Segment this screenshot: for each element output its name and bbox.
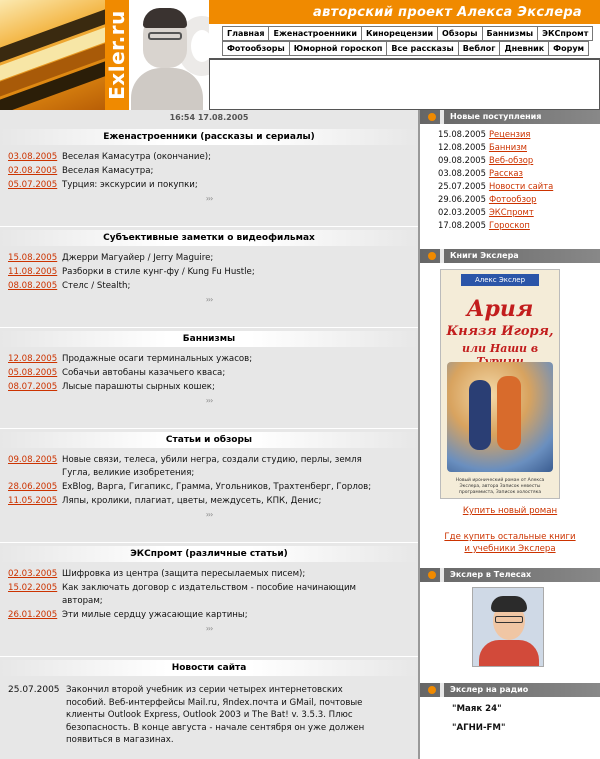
tagline: авторский проект Алекса Экслера (209, 0, 600, 24)
list-item (0, 252, 418, 265)
list-item (0, 280, 418, 293)
list-item (438, 206, 600, 219)
list-item (0, 165, 418, 178)
item-text: Веселая Камасутра (окончание); (62, 152, 212, 162)
list-item (438, 141, 600, 154)
more-arrows-icon[interactable]: ››› (205, 194, 213, 203)
list-item (0, 367, 418, 380)
date-link[interactable]: 08.08.2005 (8, 281, 58, 291)
cover-title: Ария (466, 296, 534, 322)
arrival-link[interactable]: ЭКСпромт (488, 207, 534, 217)
section-title: Субъективные заметки о видеофильмах (0, 230, 418, 246)
caricature-image[interactable] (472, 587, 544, 667)
item-text: Новые связи, телеса, убили негра, создали студию, перлы, земля Гугла, великие изобретения; (62, 455, 362, 478)
nav-link-diary[interactable]: Дневник (500, 42, 549, 55)
arrival-link[interactable]: Веб-обзор (488, 155, 534, 165)
cover-author: Алекс Экслер (461, 274, 539, 286)
list-item (438, 219, 600, 232)
list-item (438, 167, 600, 180)
book-cover-image[interactable] (440, 269, 560, 499)
item-text: Лысые парашюты сырных кошек; (62, 382, 215, 392)
books-box (420, 249, 600, 263)
section-bannisms (0, 331, 418, 406)
nav-row-secondary (222, 41, 589, 56)
date-link[interactable]: 02.03.2005 (8, 569, 58, 579)
more-arrows-icon[interactable]: ››› (205, 295, 213, 304)
date-link[interactable]: 05.08.2005 (8, 368, 58, 378)
date-link[interactable]: 15.08.2005 (8, 253, 58, 263)
section-title: Статьи и обзоры (0, 432, 418, 448)
date-link[interactable]: 09.08.2005 (8, 455, 58, 465)
arrival-link[interactable]: Новости сайта (488, 181, 554, 191)
list-item (0, 454, 418, 480)
sidebar (418, 110, 600, 759)
item-date: 03.08.2005 (438, 168, 486, 178)
item-date: 25.07.2005 (438, 181, 486, 191)
item-text: ExBlog, Варга, Гигапикс, Грамма, Угольников, Трахтенберг, Горлов; (62, 482, 372, 492)
list-item (0, 582, 418, 608)
date-link[interactable]: 26.01.2005 (8, 610, 58, 620)
item-text: Шифровка из центра (защита пересылаемых писем); (62, 569, 306, 579)
more-arrows-icon[interactable]: ››› (205, 624, 213, 633)
arrival-link[interactable]: Баннизм (488, 142, 527, 152)
item-text: Турция: экскурсии и покупки; (62, 180, 198, 190)
arrival-link[interactable]: Рассказ (488, 168, 523, 178)
section-title: Баннизмы (0, 331, 418, 347)
header-book-image (0, 0, 105, 110)
item-text: Стелс / Stealth; (62, 281, 131, 291)
more-arrows-icon[interactable]: ››› (205, 396, 213, 405)
arrival-link[interactable]: Гороскоп (488, 220, 530, 230)
list-item (438, 180, 600, 193)
news-text: Закончил второй учебник из серии четырех интернетовских пособий. Веб-интерфейсы Mail.ru, Яndex.почта и GMail, почтовые клиенты Outlook Express, Outlook 2003 и The Bat! v. 3.5.3. Плюс безопасность. В конце августа - начале сентября он уже должен появиться в магазинах. (66, 685, 365, 745)
date-link[interactable]: 11.05.2005 (8, 496, 58, 506)
cover-subtitle-2: или Наши в (461, 342, 539, 355)
section-title: Еженастроенники (рассказы и сериалы) (0, 129, 418, 145)
nav-link-photo[interactable]: Фотообзоры (222, 42, 290, 55)
item-text: Продажные осаги терминальных ужасов; (62, 354, 253, 364)
date-link[interactable]: 05.07.2005 (8, 180, 58, 190)
section-news (0, 660, 418, 747)
new-arrivals-title: Новые поступления (420, 110, 600, 124)
buy-book-link[interactable]: Купить новый роман (462, 506, 558, 516)
new-arrivals-box (420, 110, 600, 232)
list-item (0, 353, 418, 366)
list-item (0, 568, 418, 581)
item-text: Эти милые сердцу ужасающие картины; (62, 610, 248, 620)
nav-link-expromt[interactable]: ЭКСпромт (538, 27, 593, 40)
item-text: Как заключать договор с издательством - пособие начинающим авторам; (62, 583, 357, 606)
author-photo (129, 0, 209, 110)
date-link[interactable]: 08.07.2005 (8, 382, 58, 392)
arrival-link[interactable]: Рецензия (488, 129, 531, 139)
section-title: ЭКСпромт (различные статьи) (0, 546, 418, 562)
nav-link-weblog[interactable]: Веблог (459, 42, 501, 55)
list-item (0, 381, 418, 394)
date-link[interactable]: 11.08.2005 (8, 267, 58, 277)
nav-link-stories[interactable]: Еженастроенники (269, 27, 362, 40)
nav-row-primary (222, 26, 593, 41)
cover-blurb: Новый иронический роман от Алекса Экслера, автора Записок невесты программиста, Записок холостяка (455, 478, 545, 495)
nav-link-forum[interactable]: Форум (549, 42, 589, 55)
banner-area (209, 58, 600, 110)
list-item (0, 495, 418, 508)
books-title: Книги Экслера (420, 249, 600, 263)
nav-link-all-stories[interactable]: Все рассказы (387, 42, 458, 55)
site-logo[interactable] (105, 0, 129, 110)
list-item (0, 266, 418, 279)
list-item (0, 609, 418, 622)
item-text: Веселая Камасутра; (62, 166, 154, 176)
radio-item-agni[interactable]: "АГНИ-FM" (452, 723, 506, 733)
cover-subtitle: Князя Игоря, (446, 324, 554, 339)
date-link[interactable]: 28.06.2005 (8, 482, 58, 492)
radio-title: Экслер на радио (420, 683, 600, 697)
tv-title: Экслер в Телесах (420, 568, 600, 582)
news-date: 25.07.2005 (8, 685, 60, 695)
item-text: Собачьи автобаны казачьего кваса; (62, 368, 226, 378)
nav-link-reviews[interactable]: Кинорецензии (362, 27, 438, 40)
item-text: Разборки в стиле кунг-фу / Kung Fu Hustle; (62, 267, 255, 277)
nav-link-overviews[interactable]: Обзоры (438, 27, 483, 40)
list-item (0, 179, 418, 192)
item-date: 17.08.2005 (438, 220, 486, 230)
section-movies (0, 230, 418, 305)
item-text: Ляпы, кролики, плагиат, цветы, междусеть, КПК, Денис; (62, 496, 322, 506)
date-link[interactable]: 03.08.2005 (8, 152, 58, 162)
more-arrows-icon[interactable]: ››› (205, 510, 213, 519)
arrival-link[interactable]: Фотообзор (488, 194, 537, 204)
date-link[interactable]: 02.08.2005 (8, 166, 58, 176)
item-date: 09.08.2005 (438, 155, 486, 165)
item-date: 15.08.2005 (438, 129, 486, 139)
nav-link-home[interactable]: Главная (222, 27, 269, 40)
item-text: Джерри Магуайер / Jerry Maguire; (62, 253, 214, 263)
item-date: 02.03.2005 (438, 207, 486, 217)
list-item (438, 154, 600, 167)
radio-box (420, 683, 600, 697)
where-to-buy-link[interactable]: Где купить остальные книги и учебники Экслера (444, 532, 576, 554)
nav-link-bannisms[interactable]: Баннизмы (483, 27, 539, 40)
main-column (0, 110, 418, 759)
date-link[interactable]: 12.08.2005 (8, 354, 58, 364)
list-item (438, 128, 600, 141)
site-header (0, 0, 600, 110)
nav-link-horoscope[interactable]: Юморной гороскоп (290, 42, 388, 55)
section-expromt (0, 546, 418, 634)
date-link[interactable]: 15.02.2005 (8, 583, 58, 593)
item-date: 29.06.2005 (438, 194, 486, 204)
list-item (0, 481, 418, 494)
section-stories (0, 129, 418, 204)
item-date: 12.08.2005 (438, 142, 486, 152)
current-datetime: 16:54 17.08.2005 (169, 113, 249, 122)
logo-text: Exler.ru (105, 10, 130, 100)
list-item (0, 151, 418, 164)
section-title: Новости сайта (0, 660, 418, 676)
section-articles (0, 432, 418, 520)
tv-box (420, 568, 600, 582)
radio-item-mayak[interactable]: "Маяк 24" (452, 704, 502, 714)
list-item (438, 193, 600, 206)
